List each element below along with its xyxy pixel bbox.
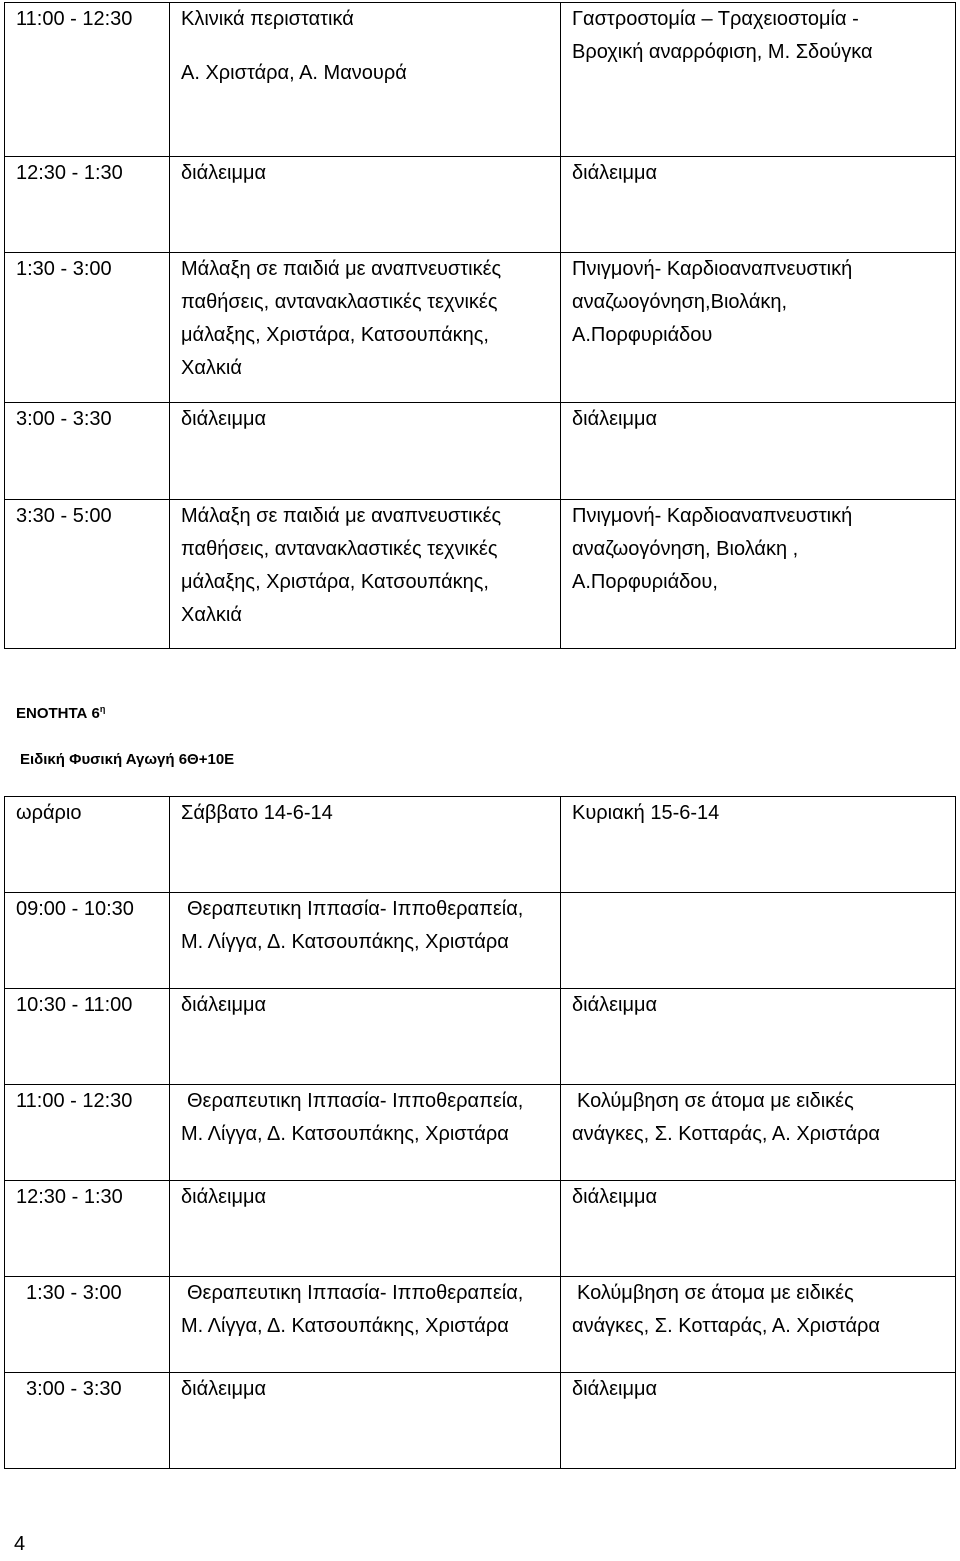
time-cell bbox=[5, 500, 170, 649]
activity-line: Θεραπευτικη Ιππασία- Ιπποθεραπεία, bbox=[187, 898, 524, 920]
time-cell bbox=[5, 3, 170, 157]
time-label: 1:30 - 3:00 bbox=[26, 1282, 122, 1304]
activity-cell bbox=[561, 253, 956, 403]
schedule-table-2 bbox=[4, 796, 956, 1469]
activity-line: διάλειμμα bbox=[181, 162, 267, 184]
activity-line: διάλειμμα bbox=[181, 1186, 267, 1208]
header-label: ωράριο bbox=[16, 802, 82, 824]
header-cell bbox=[561, 797, 956, 893]
time-label: 10:30 - 11:00 bbox=[16, 994, 133, 1016]
time-cell bbox=[5, 157, 170, 253]
table-row bbox=[5, 1085, 956, 1181]
page-number: 4 bbox=[14, 1533, 26, 1555]
section-title bbox=[16, 704, 105, 724]
activity-line: Α.Πορφυριάδου, bbox=[572, 571, 718, 593]
activity-line: Πνιγμονή- Καρδιοαναπνευστική bbox=[572, 505, 853, 527]
activity-cell bbox=[170, 403, 561, 500]
activity-line: Κολύμβηση σε άτομα με ειδικές bbox=[577, 1282, 854, 1304]
activity-line: Χαλκιά bbox=[181, 604, 242, 626]
activity-cell bbox=[561, 893, 956, 989]
activity-line: Μ. Λίγγα, Δ. Κατσουπάκης, Χριστάρα bbox=[181, 1123, 509, 1145]
section-subtitle bbox=[20, 750, 234, 770]
time-label: 11:00 - 12:30 bbox=[16, 8, 133, 30]
section-subtitle-text: Ειδική Φυσική Αγωγή 6Θ+10Ε bbox=[20, 751, 235, 768]
activity-line: διάλειμμα bbox=[572, 408, 658, 430]
activity-cell bbox=[170, 3, 561, 157]
section-title-sup: η bbox=[99, 704, 106, 714]
time-cell bbox=[5, 1373, 170, 1469]
activity-line: Πνιγμονή- Καρδιοαναπνευστική bbox=[572, 258, 853, 280]
table-row bbox=[5, 797, 956, 893]
activity-line: Κολύμβηση σε άτομα με ειδικές bbox=[577, 1090, 854, 1112]
activity-line: Θεραπευτικη Ιππασία- Ιπποθεραπεία, bbox=[187, 1090, 524, 1112]
activity-cell bbox=[170, 989, 561, 1085]
activity-cell bbox=[561, 157, 956, 253]
activity-line: αναζωογόνηση,Βιολάκη, bbox=[572, 291, 788, 313]
header-label: Σάββατο 14-6-14 bbox=[181, 802, 333, 824]
activity-cell bbox=[170, 893, 561, 989]
time-label: 12:30 - 1:30 bbox=[16, 1186, 123, 1208]
activity-line: Θεραπευτικη Ιππασία- Ιπποθεραπεία, bbox=[187, 1282, 524, 1304]
activity-line: μάλαξης, Χριστάρα, Κατσουπάκης, bbox=[181, 324, 489, 346]
activity-line: Κλινικά περιστατικά bbox=[181, 8, 354, 30]
activity-cell bbox=[561, 989, 956, 1085]
activity-line: ανάγκες, Σ. Κοτταράς, Α. Χριστάρα bbox=[572, 1123, 880, 1145]
activity-line: διάλειμμα bbox=[572, 162, 658, 184]
schedule-table-1 bbox=[4, 2, 956, 649]
activity-line: διάλειμμα bbox=[181, 408, 267, 430]
header-cell bbox=[170, 797, 561, 893]
activity-cell bbox=[170, 1277, 561, 1373]
time-label: 09:00 - 10:30 bbox=[16, 898, 134, 920]
activity-line: Μ. Λίγγα, Δ. Κατσουπάκης, Χριστάρα bbox=[181, 931, 509, 953]
activity-cell bbox=[170, 500, 561, 649]
time-label: 1:30 - 3:00 bbox=[16, 258, 112, 280]
activity-cell bbox=[170, 253, 561, 403]
activity-line: Α. Χριστάρα, Α. Μανουρά bbox=[181, 62, 407, 84]
activity-line: Μάλαξη σε παιδιά με αναπνευστικές bbox=[181, 505, 502, 527]
header-cell bbox=[5, 797, 170, 893]
activity-line: διάλειμμα bbox=[572, 1186, 658, 1208]
time-cell bbox=[5, 1277, 170, 1373]
section-title-text: ΕΝΟΤΗΤΑ 6 bbox=[16, 705, 100, 722]
table-row bbox=[5, 1181, 956, 1277]
activity-cell bbox=[561, 1181, 956, 1277]
time-label: 3:30 - 5:00 bbox=[16, 505, 112, 527]
time-cell bbox=[5, 1181, 170, 1277]
table-row bbox=[5, 403, 956, 500]
activity-line: παθήσεις, αντανακλαστικές τεχνικές bbox=[181, 291, 498, 313]
activity-cell bbox=[170, 1181, 561, 1277]
table-row bbox=[5, 893, 956, 989]
activity-line: μάλαξης, Χριστάρα, Κατσουπάκης, bbox=[181, 571, 489, 593]
activity-cell bbox=[170, 1085, 561, 1181]
activity-cell bbox=[561, 500, 956, 649]
activity-cell bbox=[561, 1277, 956, 1373]
table-row bbox=[5, 157, 956, 253]
time-label: 12:30 - 1:30 bbox=[16, 162, 123, 184]
table-row bbox=[5, 253, 956, 403]
activity-line: διάλειμμα bbox=[572, 1378, 658, 1400]
time-label: 3:00 - 3:30 bbox=[26, 1378, 122, 1400]
activity-line: αναζωογόνηση, Βιολάκη , bbox=[572, 538, 799, 560]
activity-line: Α.Πορφυριάδου bbox=[572, 324, 713, 346]
activity-cell bbox=[170, 157, 561, 253]
table-row bbox=[5, 1373, 956, 1469]
time-cell bbox=[5, 989, 170, 1085]
table-row bbox=[5, 500, 956, 649]
time-cell bbox=[5, 893, 170, 989]
activity-cell bbox=[561, 1085, 956, 1181]
activity-cell bbox=[561, 3, 956, 157]
table-row bbox=[5, 989, 956, 1085]
time-label: 3:00 - 3:30 bbox=[16, 408, 112, 430]
activity-line: διάλειμμα bbox=[181, 994, 267, 1016]
activity-line: Γαστροστομία – Τραχειοστομία - bbox=[572, 8, 859, 30]
activity-line: ανάγκες, Σ. Κοτταράς, Α. Χριστάρα bbox=[572, 1315, 880, 1337]
time-cell bbox=[5, 403, 170, 500]
activity-cell bbox=[561, 403, 956, 500]
activity-line: διάλειμμα bbox=[572, 994, 658, 1016]
activity-cell bbox=[170, 1373, 561, 1469]
time-cell bbox=[5, 1085, 170, 1181]
table-row bbox=[5, 1277, 956, 1373]
time-label: 11:00 - 12:30 bbox=[16, 1090, 133, 1112]
activity-line: παθήσεις, αντανακλαστικές τεχνικές bbox=[181, 538, 498, 560]
activity-line: Μάλαξη σε παιδιά με αναπνευστικές bbox=[181, 258, 502, 280]
activity-line: Βροχική αναρρόφιση, Μ. Σδούγκα bbox=[572, 41, 873, 63]
activity-line: Χαλκιά bbox=[181, 357, 242, 379]
activity-line: Μ. Λίγγα, Δ. Κατσουπάκης, Χριστάρα bbox=[181, 1315, 509, 1337]
time-cell bbox=[5, 253, 170, 403]
activity-cell bbox=[561, 1373, 956, 1469]
header-label: Κυριακή 15-6-14 bbox=[572, 802, 720, 824]
activity-line: διάλειμμα bbox=[181, 1378, 267, 1400]
table-row bbox=[5, 3, 956, 157]
